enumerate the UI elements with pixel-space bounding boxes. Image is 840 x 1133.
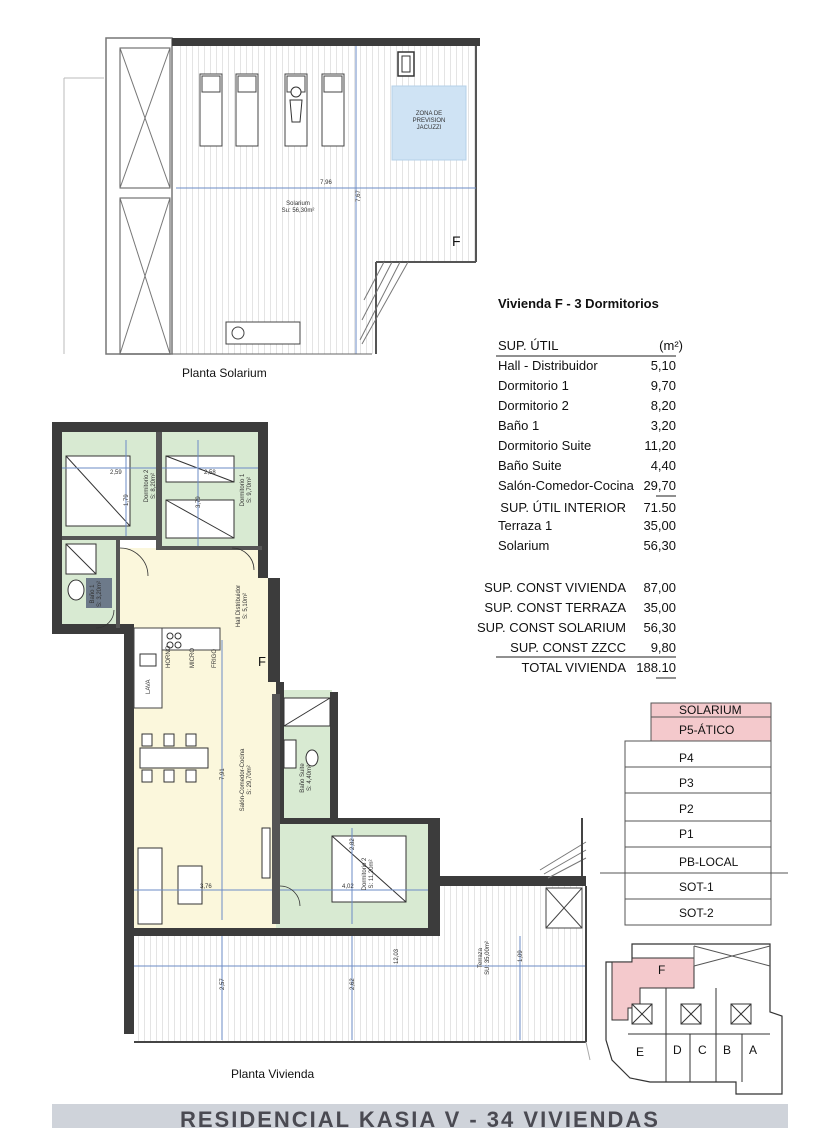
solarium-area-label: Solarium xyxy=(286,201,310,207)
room-terraza-name: Terraza xyxy=(478,947,484,969)
floor-label-pb-local: PB-LOCAL xyxy=(679,855,739,869)
spec-const-value: 56,30 xyxy=(643,620,676,635)
spec-room-value: 11,20 xyxy=(644,438,676,453)
spec-exterior-name: Terraza 1 xyxy=(498,518,553,533)
dim-d11: 2,62 xyxy=(350,978,356,990)
site-block-e: E xyxy=(636,1045,645,1059)
dim-d4: 3,79 xyxy=(196,496,202,508)
room-dormitorio2-area: S: 8,20m² xyxy=(151,472,157,500)
dim-d12: 1,09 xyxy=(518,950,524,962)
spec-const-row xyxy=(496,640,676,658)
jacuzzi-zone-label: ZONA DE xyxy=(415,111,443,117)
dim-d1: 2,59 xyxy=(110,470,122,476)
jacuzzi-zone-label-3: JACUZZI xyxy=(416,125,442,131)
dim-d3: 1,79 xyxy=(124,494,130,506)
room-dormitorio1-name: Dormitorio 1 xyxy=(240,473,246,507)
spec-const-value: 9,80 xyxy=(650,640,676,655)
spec-const-row xyxy=(476,620,676,638)
dwelling-caption: Planta Vivienda xyxy=(231,1067,315,1081)
solarium-plan xyxy=(64,38,480,354)
kitchen-label-frigo: FRIGO xyxy=(212,649,218,668)
spec-const-value: 87,00 xyxy=(643,580,676,595)
spec-const-row xyxy=(484,600,676,618)
spec-header: SUP. ÚTIL xyxy=(498,338,559,353)
floor-label-p2: P2 xyxy=(679,802,694,816)
spec-const-name: SUP. CONST TERRAZA xyxy=(484,600,626,615)
spec-room-name: Hall - Distribuidor xyxy=(498,358,598,373)
site-unit-label: F xyxy=(658,963,666,977)
site-block-a: A xyxy=(749,1043,758,1057)
spec-room-name: Dormitorio 2 xyxy=(498,398,569,413)
room-dormitorio2-name: Dormitorio 2 xyxy=(144,469,150,503)
kitchen-label-lava: LAVA xyxy=(146,679,152,694)
spec-room-name: Salón-Comedor-Cocina xyxy=(498,478,634,493)
room-bano1-area: S: 3,20m² xyxy=(97,580,103,608)
room-hall-name: Hall Distribuidor xyxy=(236,584,242,628)
spec-room-name: Dormitorio Suite xyxy=(498,438,592,453)
spec-const-name: SUP. CONST VIVIENDA xyxy=(484,580,626,595)
dim-d9: 12,03 xyxy=(394,948,400,964)
spec-exterior-name: Solarium xyxy=(498,538,550,553)
spec-const-name: SUP. CONST SOLARIUM xyxy=(476,620,626,635)
spec-row xyxy=(496,438,676,456)
spec-room-value: 9,70 xyxy=(650,378,676,393)
room-suite-name: Dormitorio 2 xyxy=(362,857,368,891)
floor-label-solarium: SOLARIUM xyxy=(679,703,742,717)
spec-row xyxy=(496,418,676,436)
spec-const-value: 35,00 xyxy=(643,600,676,615)
spec-interior-value: 71.50 xyxy=(643,500,676,515)
spec-row xyxy=(496,358,676,376)
site-block-d: D xyxy=(673,1043,682,1057)
floor-label-sot2: SOT-2 xyxy=(679,906,714,920)
floor-label-p5-atico: P5-ÁTICO xyxy=(679,723,735,737)
spec-row xyxy=(496,538,676,556)
room-dormitorio1-area: S: 9,70m² xyxy=(247,476,253,504)
project-banner xyxy=(52,1104,788,1132)
spec-title: Vivienda F - 3 Dormitorios xyxy=(498,296,659,311)
site-block-b: B xyxy=(723,1043,732,1057)
solarium-area-value: Su: 56,30m² xyxy=(281,208,315,214)
dim-d8: 4,02 xyxy=(342,884,354,890)
dim-d5: 7,91 xyxy=(220,768,226,780)
spec-row xyxy=(496,478,676,496)
spec-row xyxy=(496,398,676,416)
kitchen-label-micro: MICRO xyxy=(190,648,196,668)
room-salon-area: S: 29,70m² xyxy=(247,765,253,795)
room-bano-suite-name: Baño Suite xyxy=(300,763,306,793)
floor-label-p3: P3 xyxy=(679,776,694,790)
spec-room-value: 8,20 xyxy=(650,398,676,413)
spec-room-value: 5,10 xyxy=(650,358,676,373)
spec-interior-row xyxy=(496,500,676,518)
room-salon-name: Salón-Comedor-Cocina xyxy=(240,748,246,812)
spec-unit: (m²) xyxy=(659,338,683,353)
spec-room-name: Baño Suite xyxy=(498,458,562,473)
spec-exterior-value: 56,30 xyxy=(643,538,676,553)
room-bano1-name: Baño 1 xyxy=(90,584,96,604)
solarium-dim-width: 7,96 xyxy=(320,180,332,186)
spec-room-value: 3,20 xyxy=(650,418,676,433)
dim-d10: 2,57 xyxy=(220,978,226,990)
kitchen-label-horno: HORNO xyxy=(166,645,172,668)
floor-label-p4: P4 xyxy=(679,751,694,765)
dim-d6: 3,76 xyxy=(200,884,212,890)
spec-exterior-value: 35,00 xyxy=(643,518,676,533)
room-suite-area: S: 11,20m² xyxy=(369,859,375,889)
dim-d7: 2,82 xyxy=(350,838,356,850)
spec-interior-name: SUP. ÚTIL INTERIOR xyxy=(500,500,626,515)
spec-room-name: Baño 1 xyxy=(498,418,540,433)
spec-room-name: Dormitorio 1 xyxy=(498,378,569,393)
solarium-marker: F xyxy=(452,233,461,249)
dim-d2: 2,58 xyxy=(204,470,216,476)
room-hall-area: S: 5,10m² xyxy=(243,592,249,620)
spec-total-name: TOTAL VIVIENDA xyxy=(521,660,626,675)
spec-row xyxy=(496,378,676,396)
floor-label-sot1: SOT-1 xyxy=(679,880,714,894)
solarium-caption: Planta Solarium xyxy=(182,366,267,380)
spec-room-value: 4,40 xyxy=(650,458,676,473)
site-key-plan xyxy=(606,944,782,1094)
spec-row xyxy=(496,518,676,536)
spec-const-name: SUP. CONST ZZCC xyxy=(510,640,626,655)
spec-header-row xyxy=(496,338,683,356)
dwelling-marker: F xyxy=(258,654,266,669)
solarium-dim-height: 7,67 xyxy=(356,190,362,202)
site-block-c: C xyxy=(698,1043,707,1057)
spec-total-value: 188.10 xyxy=(636,660,676,675)
spec-const-row xyxy=(484,580,676,598)
project-banner-title: RESIDENCIAL KASIA V - 34 VIVIENDAS xyxy=(180,1107,660,1132)
spec-room-value: 29,70 xyxy=(643,478,676,493)
room-bano-suite-area: S: 4,40m² xyxy=(307,764,313,792)
spec-total-row xyxy=(496,660,676,678)
spec-row xyxy=(496,458,676,476)
room-terraza-area: SU: 35,00m² xyxy=(485,941,491,975)
jacuzzi-zone-label-2: PREVISION xyxy=(412,118,446,124)
floor-label-p1: P1 xyxy=(679,827,694,841)
